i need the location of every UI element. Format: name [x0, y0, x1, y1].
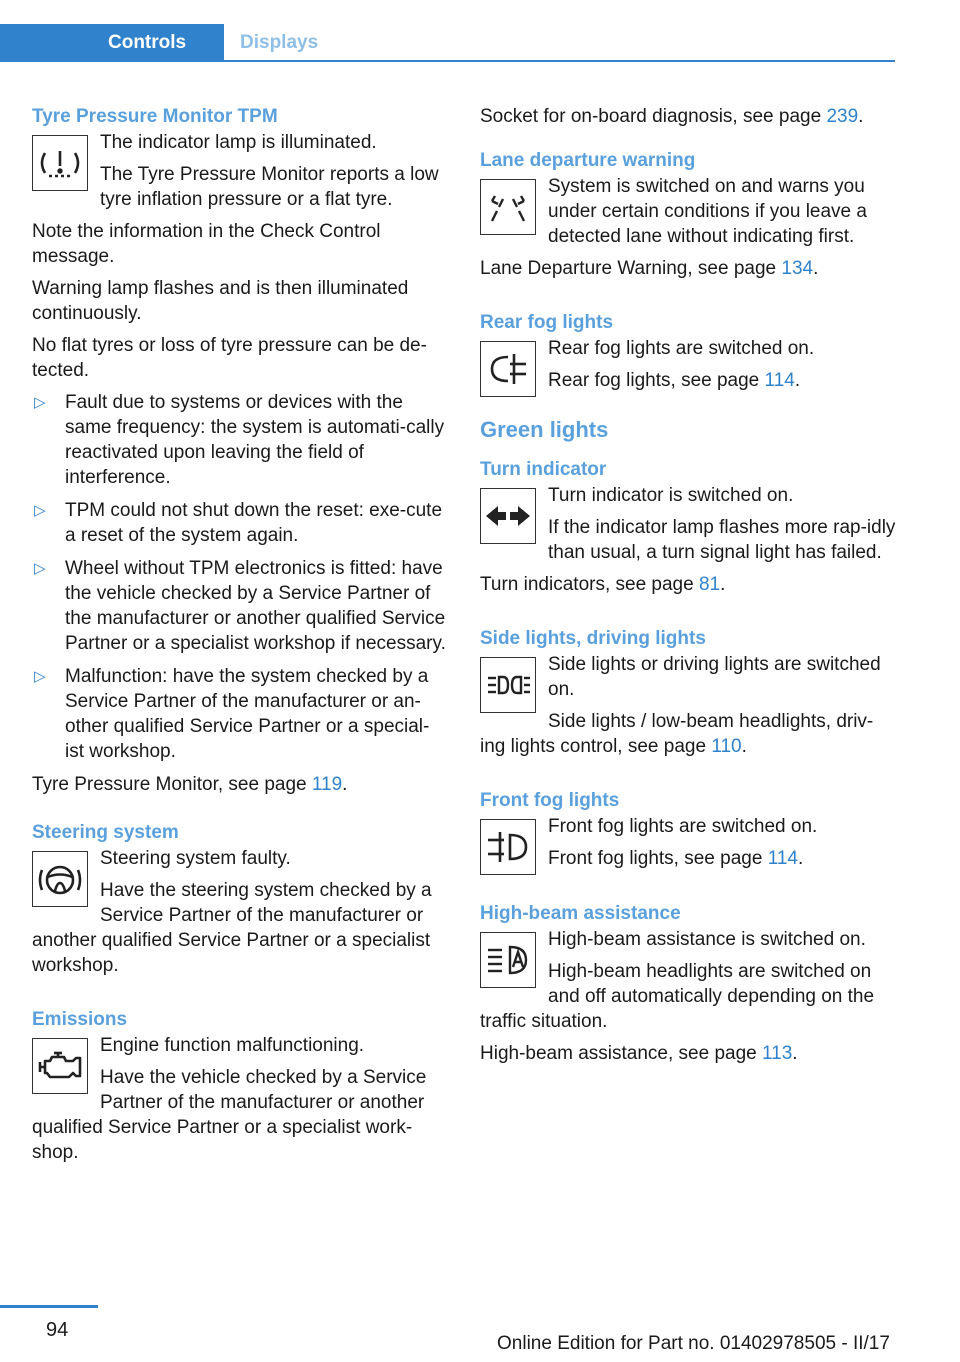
front-fog-text-1: Front fog lights are switched on. — [548, 816, 818, 837]
footer-edition-text: Online Edition for Part no. 01402978505 - II/17 — [497, 1333, 890, 1354]
reference-text: Rear fog lights, see page — [548, 370, 765, 391]
reference-text: Turn indicators, see page — [480, 574, 699, 595]
tab-displays[interactable]: Displays — [240, 32, 319, 53]
list-item — [32, 390, 448, 490]
steering-warning-icon — [32, 851, 88, 907]
page-link-114[interactable]: 114 — [764, 370, 795, 391]
triangle-bullet-icon: ▷ — [34, 502, 46, 519]
tpm-text-4: Warning lamp flashes and is then illuminated continuously. — [32, 278, 409, 324]
triangle-bullet-icon: ▷ — [34, 668, 46, 685]
reference-text: Side lights / low-beam headlights, driv‐ing lights control, see page — [480, 711, 874, 757]
reference-end: . — [794, 370, 801, 391]
section-title-lane-departure: Lane departure warning — [480, 150, 696, 171]
obd-page-reference — [480, 104, 896, 129]
section-title-rear-fog: Rear fog lights — [480, 312, 614, 333]
list-item-text: TPM could not shut down the reset: exe‐cute a reset of the system again. — [65, 500, 443, 546]
lane-page-reference — [480, 256, 896, 281]
turn-indicator-icon — [480, 488, 536, 544]
high-beam-text-2: High-beam headlights are switched on and off automatically depending on the traffic situation. — [480, 961, 875, 1032]
section-title-green-lights: Green lights — [480, 417, 609, 442]
section-title-tpm: Tyre Pressure Monitor TPM — [32, 106, 278, 127]
steering-text-2: Have the steering system checked by a Service Partner of the manufacturer or another qualified Service Partner or a specialist workshop. — [32, 880, 432, 976]
list-item — [32, 664, 448, 764]
tpm-text-3: Note the information in the Check Control message. — [32, 221, 381, 267]
page-link-113[interactable]: 113 — [762, 1043, 793, 1064]
rear-fog-light-icon — [480, 341, 536, 397]
turn-text-1: Turn indicator is switched on. — [548, 485, 794, 506]
page-link-239[interactable]: 239 — [826, 106, 859, 127]
page-link-119[interactable]: 119 — [311, 774, 343, 795]
lane-text-1: System is switched on and warns you under certain conditions if you leave a detected lane without indicating first. — [548, 176, 867, 247]
section-title-turn-indicator: Turn indicator — [480, 459, 607, 480]
triangle-bullet-icon: ▷ — [34, 394, 46, 411]
front-fog-page-reference — [480, 846, 896, 871]
right-column — [480, 104, 896, 1073]
reference-end: . — [813, 258, 819, 279]
header-tab-bar — [0, 24, 895, 62]
tpm-bullet-list — [32, 390, 448, 764]
left-column — [32, 104, 448, 1172]
tpm-page-reference — [32, 772, 448, 797]
section-title-side-lights: Side lights, driving lights — [480, 628, 706, 649]
steering-text-1: Steering system faulty. — [100, 848, 291, 869]
reference-end: . — [342, 774, 348, 795]
reference-text: Socket for on-board diagnosis, see page — [480, 106, 827, 127]
high-beam-text-1: High-beam assistance is switched on. — [548, 929, 866, 950]
page-link-134[interactable]: 134 — [781, 258, 814, 279]
side-lights-page-reference — [480, 709, 896, 759]
reference-text: Front fog lights, see page — [548, 848, 768, 869]
footer-accent-line — [0, 1305, 98, 1308]
page-number: 94 — [46, 1319, 69, 1341]
side-lights-text-1: Side lights or driving lights are switched on. — [548, 654, 881, 700]
tpm-text-5: No flat tyres or loss of tyre pressure can be de‐tected. — [32, 335, 427, 381]
emissions-text-1: Engine function malfunctioning. — [100, 1035, 365, 1056]
reference-text: Lane Departure Warning, see page — [480, 258, 782, 279]
list-item-text: Wheel without TPM electronics is fitted: have the vehicle checked by a Service Partner of the manufacturer or another qualified Service Partner or a specialist workshop if necessary. — [65, 558, 446, 654]
turn-text-2: If the indicator lamp flashes more rap‐idly than usual, a turn signal light has failed. — [548, 517, 896, 563]
tpm-text-1: The indicator lamp is illuminated. — [100, 132, 377, 153]
section-title-high-beam: High-beam assistance — [480, 903, 681, 924]
reference-end: . — [858, 106, 864, 127]
engine-icon — [32, 1038, 88, 1094]
page-link-114[interactable]: 114 — [767, 848, 798, 869]
front-fog-light-icon — [480, 819, 536, 875]
high-beam-page-reference — [480, 1041, 896, 1066]
triangle-bullet-icon: ▷ — [34, 560, 46, 577]
reference-end: . — [797, 848, 804, 869]
rear-fog-page-reference — [480, 368, 896, 393]
section-title-steering: Steering system — [32, 822, 179, 843]
tab-controls[interactable]: Controls — [0, 24, 224, 62]
emissions-text-2: Have the vehicle checked by a Service Partner of the manufacturer or another qualified Service Partner or a specialist work‐shop. — [32, 1067, 427, 1163]
list-item-text: Malfunction: have the system checked by a Service Partner of the manufacturer or an‐other qualified Service Partner or a special‐ist workshop. — [65, 666, 430, 762]
reference-end: . — [720, 574, 726, 595]
lane-departure-icon — [480, 179, 536, 235]
list-item — [32, 498, 448, 548]
reference-end: . — [792, 1043, 798, 1064]
side-lights-icon — [480, 657, 536, 713]
turn-page-reference — [480, 572, 896, 597]
tpm-text-2: The Tyre Pressure Monitor reports a low tyre inflation pressure or a flat tyre. — [100, 164, 439, 210]
list-item-text: Fault due to systems or devices with the same frequency: the system is automati‐cally reactivated upon leaving the field of interference. — [65, 392, 445, 488]
reference-text: Tyre Pressure Monitor, see page — [32, 774, 312, 795]
page-link-110[interactable]: 110 — [711, 736, 742, 757]
section-title-front-fog: Front fog lights — [480, 790, 620, 811]
page-link-81[interactable]: 81 — [698, 574, 721, 595]
high-beam-assistant-icon — [480, 932, 536, 988]
rear-fog-text-1: Rear fog lights are switched on. — [548, 338, 815, 359]
reference-text: High-beam assistance, see page — [480, 1043, 762, 1064]
section-title-emissions: Emissions — [32, 1009, 128, 1030]
tyre-pressure-warning-icon — [32, 135, 88, 191]
reference-end: . — [741, 736, 747, 757]
list-item — [32, 556, 448, 656]
